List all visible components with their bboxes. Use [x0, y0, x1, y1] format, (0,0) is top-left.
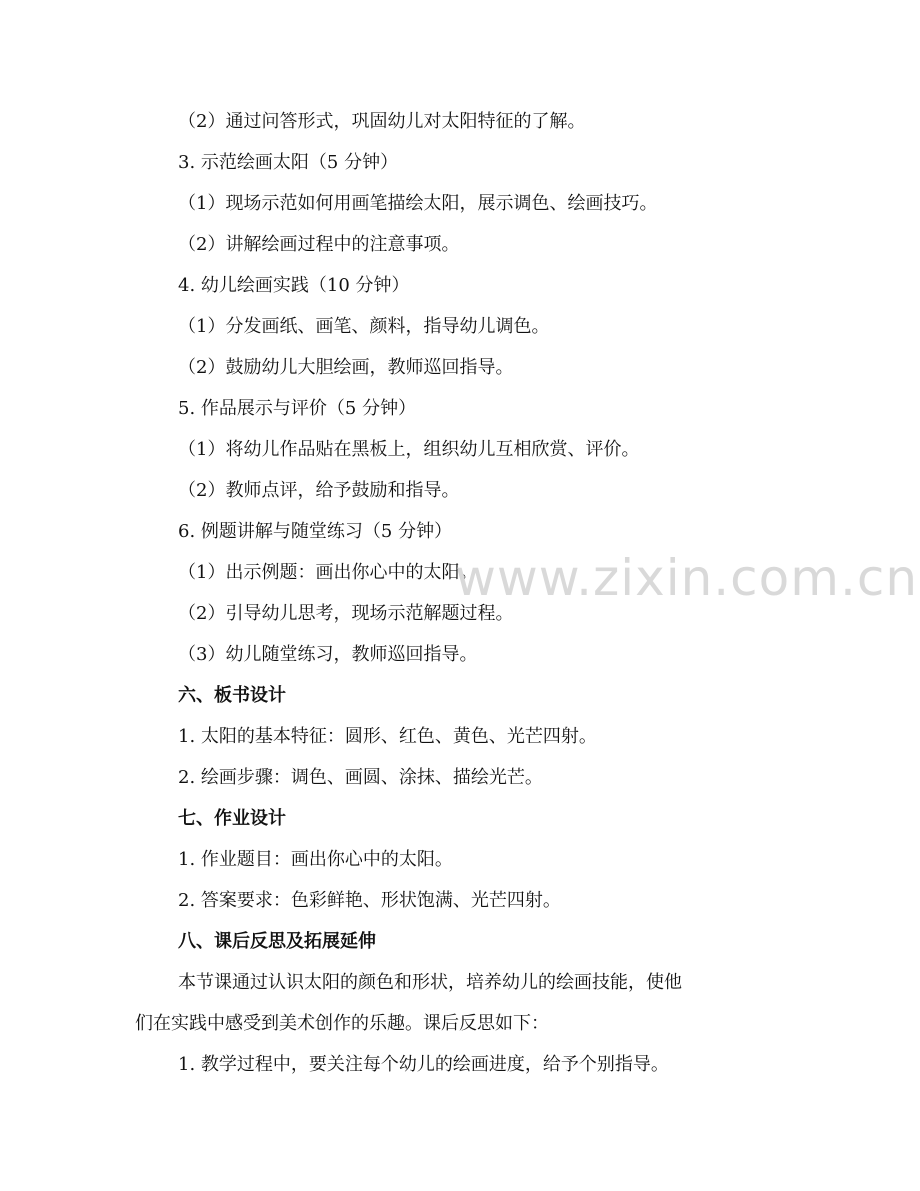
text-line: （2）引导幼儿思考，现场示范解题过程。 — [178, 603, 514, 624]
text-line: （1）将幼儿作品贴在黑板上，组织幼儿互相欣赏、评价。 — [178, 439, 640, 460]
numbered-item: 3. 示范绘画太阳（5 分钟） — [178, 152, 399, 173]
numbered-item: 1. 教学过程中，要关注每个幼儿的绘画进度，给予个别指导。 — [178, 1054, 669, 1075]
numbered-item: 5. 作品展示与评价（5 分钟） — [178, 398, 417, 419]
numbered-item: 2. 答案要求：色彩鲜艳、形状饱满、光芒四射。 — [178, 890, 561, 911]
numbered-item: 2. 绘画步骤：调色、画圆、涂抹、描绘光芒。 — [178, 767, 543, 788]
section-heading: 八、课后反思及拓展延伸 — [178, 931, 376, 952]
numbered-item: 4. 幼儿绘画实践（10 分钟） — [178, 275, 410, 296]
text-line: （2）讲解绘画过程中的注意事项。 — [178, 234, 460, 255]
text-line: （1）分发画纸、画笔、颜料，指导幼儿调色。 — [178, 316, 550, 337]
numbered-item: 1. 作业题目：画出你心中的太阳。 — [178, 849, 453, 870]
text-line: （1）现场示范如何用画笔描绘太阳，展示调色、绘画技巧。 — [178, 193, 658, 214]
numbered-item: 1. 太阳的基本特征：圆形、红色、黄色、光芒四射。 — [178, 726, 597, 747]
text-line: （3）幼儿随堂练习，教师巡回指导。 — [178, 644, 478, 665]
text-line: （2）通过问答形式，巩固幼儿对太阳特征的了解。 — [178, 111, 586, 132]
section-heading: 七、作业设计 — [178, 808, 286, 829]
watermark-text: www.zixin.com.cn — [455, 549, 919, 607]
section-heading: 六、板书设计 — [178, 685, 286, 706]
numbered-item: 6. 例题讲解与随堂练习（5 分钟） — [178, 521, 453, 542]
text-line: （2）教师点评，给予鼓励和指导。 — [178, 480, 460, 501]
paragraph-line: 本节课通过认识太阳的颜色和形状，培养幼儿的绘画技能，使他 — [178, 972, 682, 993]
text-line: （1）出示例题：画出你心中的太阳。 — [178, 562, 478, 583]
text-line: （2）鼓励幼儿大胆绘画，教师巡回指导。 — [178, 357, 514, 378]
paragraph-line: 们在实践中感受到美术创作的乐趣。课后反思如下： — [135, 1013, 549, 1034]
